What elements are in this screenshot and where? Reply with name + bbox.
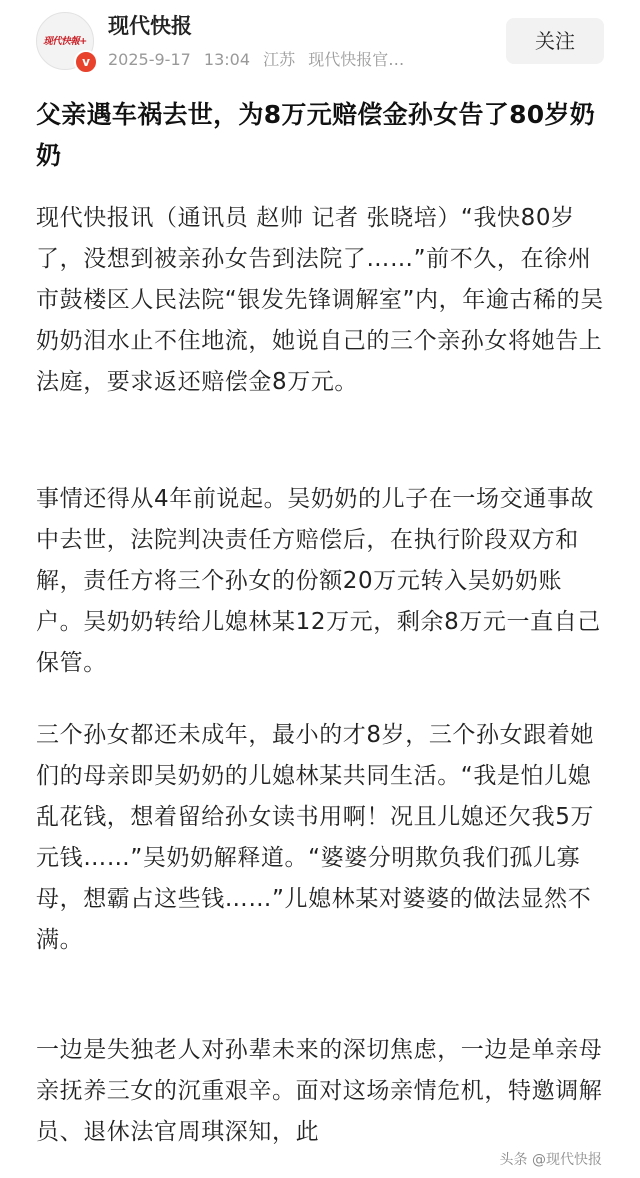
- article-paragraph: 一边是失独老人对孙辈未来的深切焦虑，一边是单亲母亲抚养三女的沉重艰辛。面对这场亲情危机，特邀调解员、退休法官周琪深知，此: [36, 1037, 603, 1145]
- brand-logo: 现代快報+: [43, 36, 87, 47]
- post-time: 13:04: [203, 50, 251, 69]
- article-paragraph: 事情还得从4年前说起。吴奶奶的儿子在一场交通事故中去世，法院判决责任方赔偿后，在执行阶段双方和解，责任方将三个孙女的份额20万元转入吴奶奶账户。吴奶奶转给儿媳林某12万元，剩余8万元一直自己保管。: [36, 486, 601, 676]
- article-title: 父亲遇车祸去世，为8万元赔偿金孙女告了80岁奶奶: [36, 100, 596, 170]
- article-paragraph: 三个孙女都还未成年，最小的才8岁，三个孙女跟着她们的母亲即吴奶奶的儿媳林某共同生活。“我是怕儿媳乱花钱，想着留给孙女读书用啊！况且儿媳还欠我5万元钱……”吴奶奶解释道。“婆婆分明欺负我们孤儿寡母，想霸占这些钱……”儿媳林某对婆婆的做法显然不满。: [36, 722, 595, 953]
- verified-badge-icon: v: [74, 50, 98, 74]
- post-date: 2025-9-17: [108, 50, 191, 69]
- post-location: 江苏: [263, 50, 296, 69]
- post-source: 现代快报官…: [308, 50, 405, 69]
- article-header: [0, 0, 640, 86]
- account-name[interactable]: 现代快报: [108, 14, 192, 38]
- post-meta: [108, 47, 412, 70]
- follow-button[interactable]: 关注: [506, 18, 604, 64]
- platform-watermark: 头条 @现代快报: [492, 1146, 610, 1172]
- article-paragraph: 现代快报讯（通讯员 赵帅 记者 张晓培）“我快80岁了，没想到被亲孙女告到法院了……”前不久，在徐州市鼓楼区人民法院“银发先锋调解室”内，年逾古稀的吴奶奶泪水止不住地流，她说自己的三个亲孙女将她告上法庭，要求返还赔偿金8万元。: [36, 205, 604, 395]
